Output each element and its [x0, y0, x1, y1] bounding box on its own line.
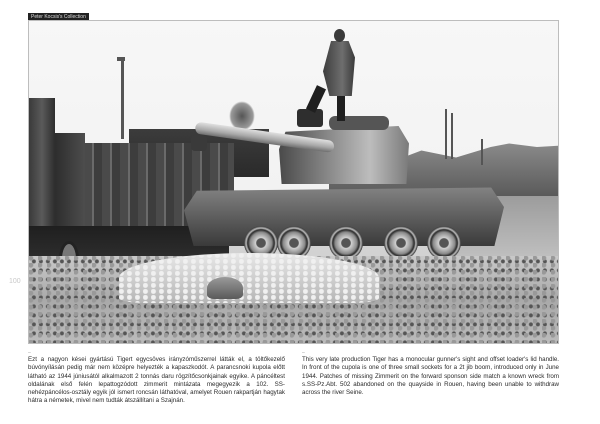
soldier-leg: [337, 93, 345, 121]
road-wheel: [384, 226, 418, 260]
caption-english-text: This very late production Tiger has a monocular gunner's sight and offset loader's lid handle. In front of the cupola is one of three small sockets for a 2t jib boom, introduced only in June 1944. Patches of missing Zimmerit on the forward sponson side match a known wreck from s.SS-Pz.Abt. 502 abandoned on the quayside in Rouen, having been unable to withdraw across the river Seine.: [302, 356, 559, 397]
road-wheel: [427, 226, 461, 260]
tank-turret: [279, 126, 409, 184]
caption-english: [302, 350, 559, 397]
chimney: [451, 113, 453, 159]
tiger-tank-photo: [28, 20, 559, 344]
chimney: [445, 109, 447, 159]
muzzle-brake: [191, 135, 207, 151]
lamp-pole: [121, 59, 124, 139]
caption-hungarian: [28, 350, 285, 406]
lamp-head: [117, 57, 125, 61]
soldier-coat: [323, 41, 355, 96]
caption-dash: –: [28, 350, 31, 356]
caption-hungarian-text: Ezt a nagyon kései gyártású Tigert egycsöves irányzóműszerrel látták el, a töltőkezelő búvónyílásán pedig már nem középre helyezték a kapaszkodót. A parancsnoki kupola előtt látható az 1944 júniusától alkalmazott 2 tonnás daru rögzítőcsonkjainak egyike. A páncéltest oldalának első felén lepattogzódott zimmerit mintázata megegyezik a 102. SS-nehézpáncélos-osztály egyik jól ismert roncsán láthatóval, amelyet Rouen rakpartján hagytak hátra a németek, mivel nem tudták átszállítani a Szajnán.: [28, 356, 285, 405]
rubble-mound: [119, 253, 379, 303]
chimney: [481, 139, 483, 165]
boulder: [207, 277, 243, 299]
collection-label: Peter Kocsis's Collection: [28, 13, 89, 21]
soldier-leg: [306, 85, 326, 113]
commander-cupola: [297, 109, 323, 127]
soldier-head: [334, 29, 345, 42]
caption-dash: –: [302, 350, 305, 356]
road-wheel: [329, 226, 363, 260]
page-number: 100: [9, 278, 21, 285]
